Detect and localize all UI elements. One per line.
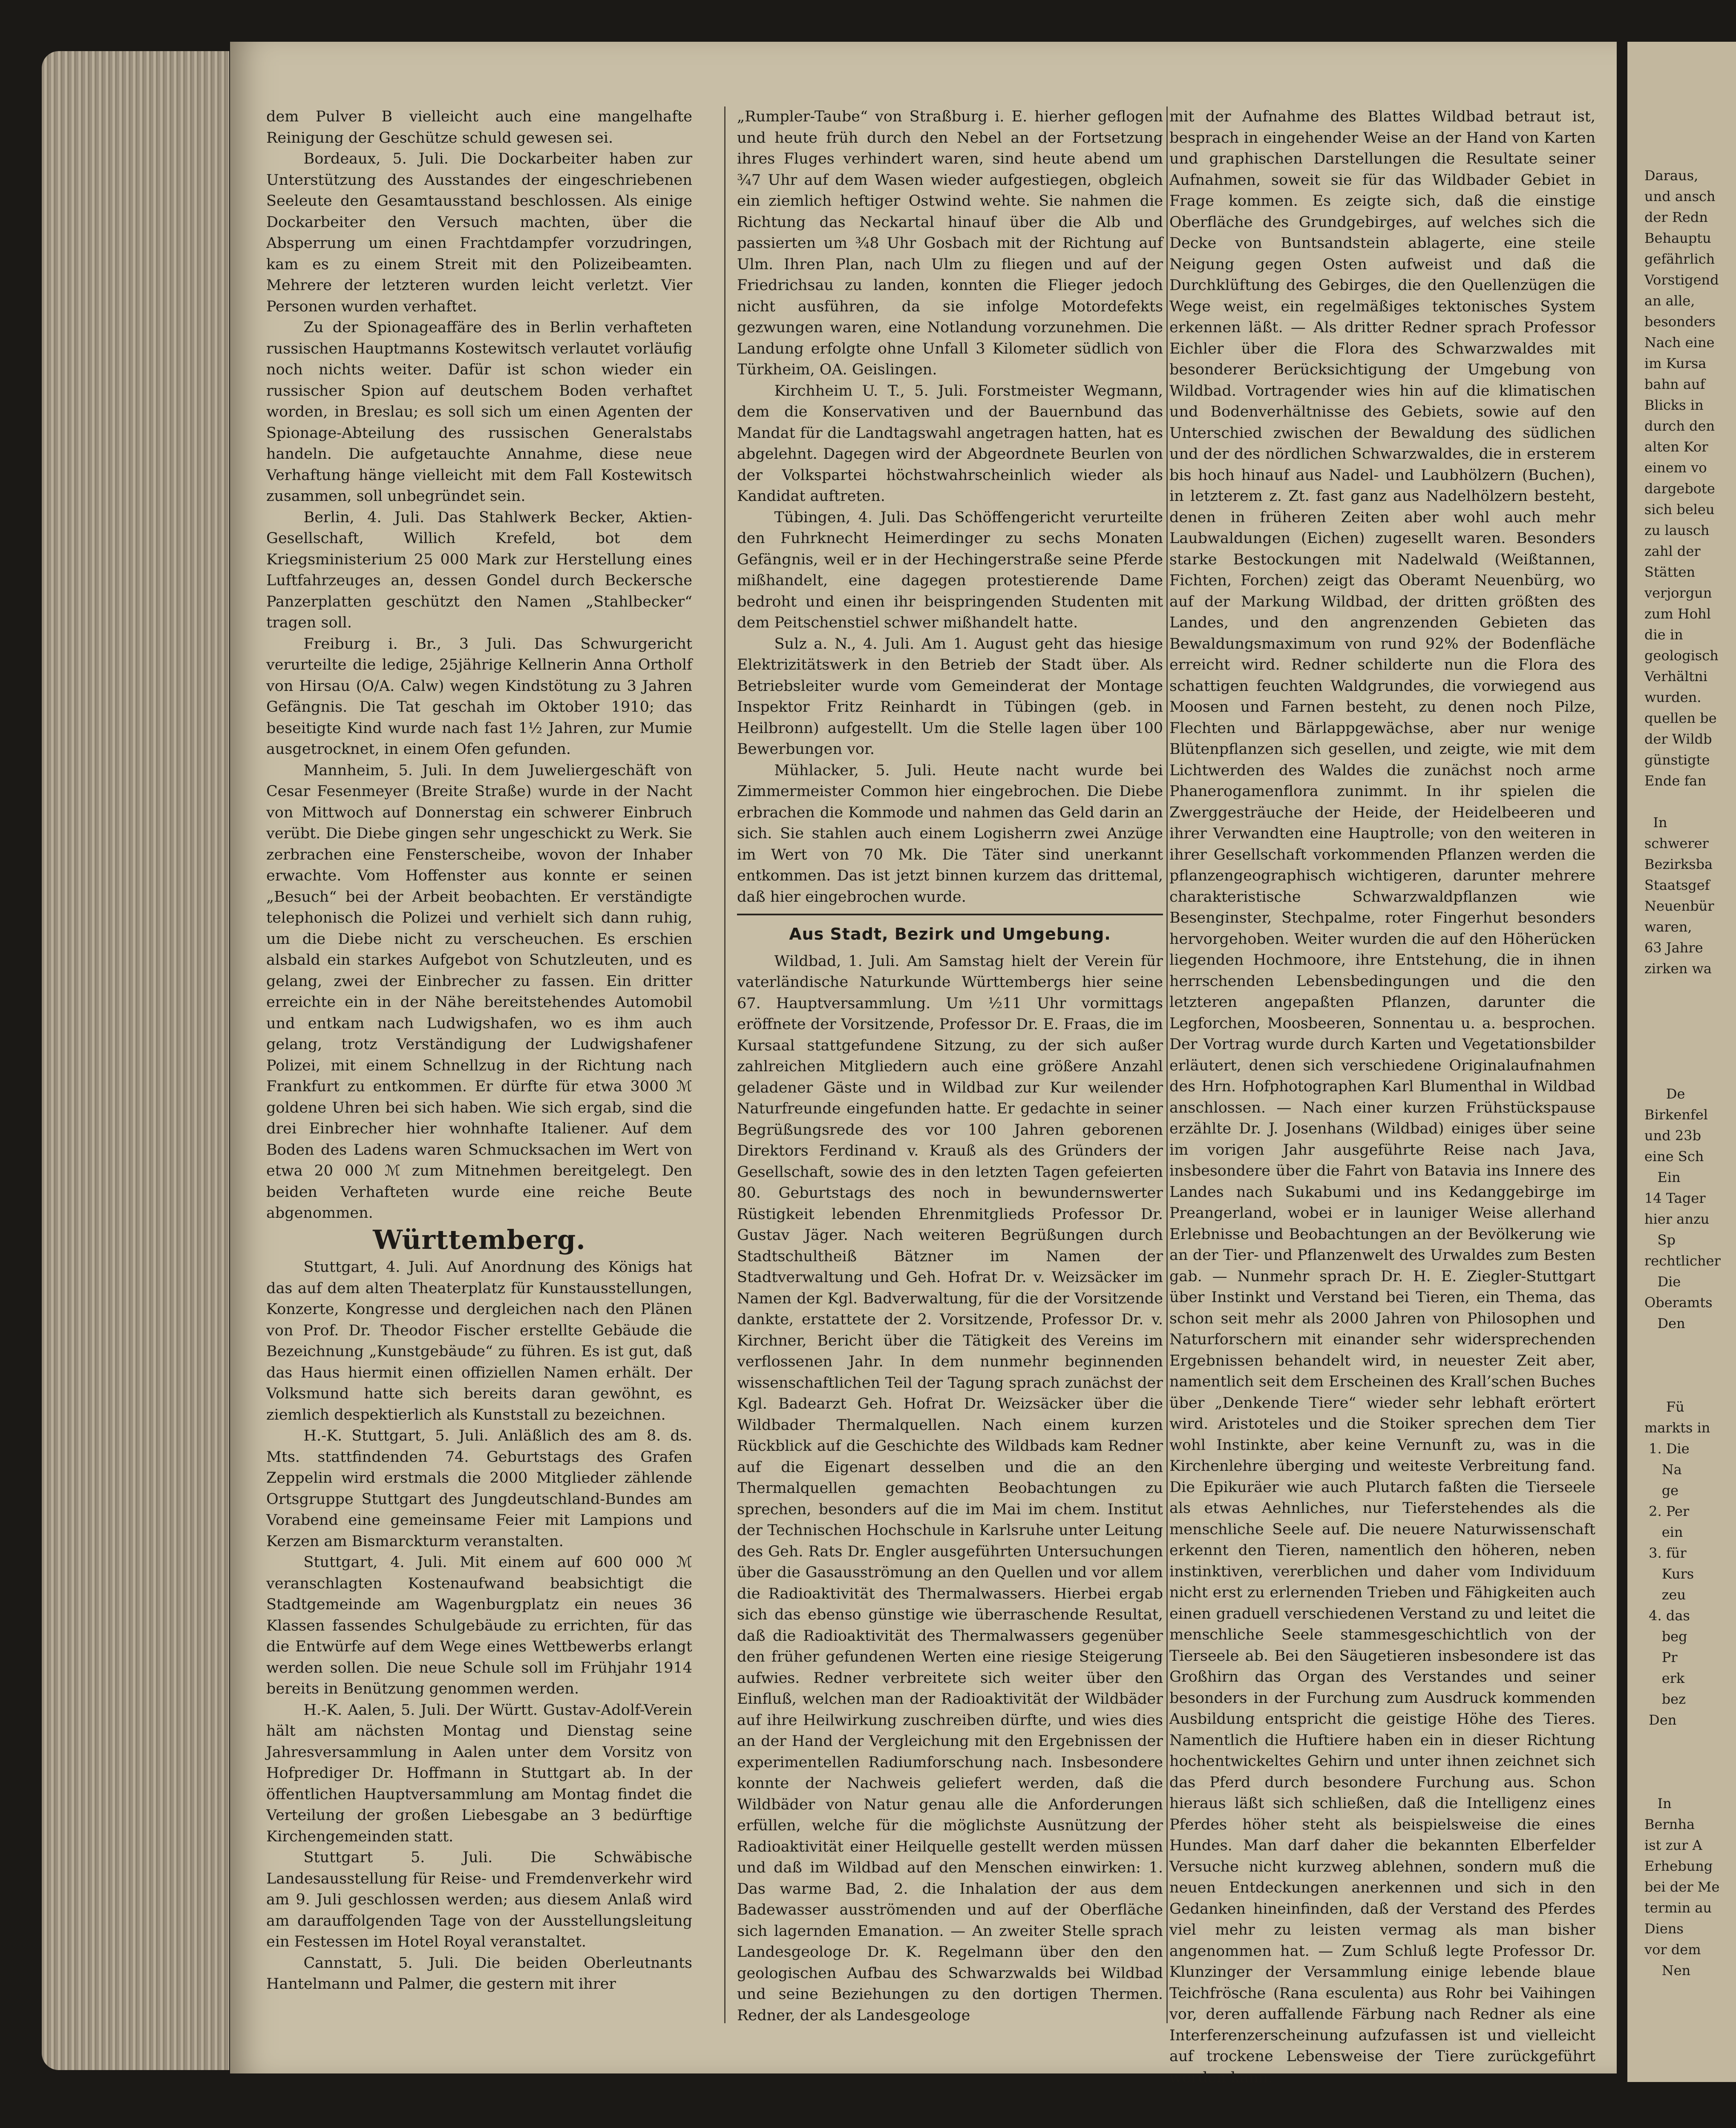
article-paragraph: Mannheim, 5. Juli. In dem Juweliergeschäft von Cesar Fesenmeyer (Breite Straße) wurde in der Nacht von Mittwoch auf Donnerstag ein schwerer Einbruch verübt. Die Diebe gingen sehr ungeschickt zu Werk. Sie zerbrachen eine Fensterscheibe, wovon der Inhaber erwachte. Vom Hoffenster aus konnte er seinen „Besuch“ bei der Arbeit beobachten. Er verständigte telephonisch die Polizei und verhielt sich dann ruhig, um die Diebe nicht zu verscheuchen. Es erschien alsbald ein starkes Aufgebot von Schutzleuten, und es gelang, zwei der Einbrecher zu fassen. Ein dritter erreichte ein in der Nähe bereitstehendes Automobil und entkam nach Ludwigshafen, wo es ihm auch gelang, trotz Verständigung der Ludwigshafener Polizei, mit einem Schnellzug in der Richtung nach Frankfurt zu entkommen. Er dürfte für etwa 3000 ℳ goldene Uhren bei sich haben. Wie sich ergab, sind die drei Einbrecher hier wohnhafte Italiener. Auf dem Boden des Ladens waren Schmucksachen im Wert von etwa 20 000 ℳ zum Mitnehmen bereitgelegt. Den beiden Verhafteten wurde eine reiche Beute abgenommen. [266,762,692,1222]
column-divider [1166,106,1168,2023]
article-paragraph: H.-K. Aalen, 5. Juli. Der Württ. Gustav-Adolf-Verein hält am nächsten Montag und Dienstag seine Jahresversammlung in Aalen unter dem Vorsitz von Hofprediger Dr. Hoffmann in Stuttgart ab. In der öffentlichen Hauptversammlung am Montag findet die Verteilung der großen Liebesgabe an 3 bedürftige Kirchengemeinden statt. [266,1701,692,1845]
book-page-edges [42,51,229,2070]
section-rule [737,914,1163,915]
article-paragraph: Cannstatt, 5. Juli. Die beiden Oberleutnants Hantelmann und Palmer, die gestern mit ihrer [266,1954,692,1993]
article-paragraph: Kirchheim U. T., 5. Juli. Forstmeister Wegmann, dem die Konservativen und der Bauernbund das Mandat für die Landtagswahl angetragen hatten, hat es abgelehnt. Dagegen wird der Abgeordnete Beurlen von der Volkspartei höchstwahrscheinlich wieder als Kandidat auftreten. [737,382,1163,505]
column-1 [266,106,692,2036]
article-paragraph: Bordeaux, 5. Juli. Die Dockarbeiter haben zur Unterstützung des Ausstandes der eingeschriebenen Seeleute den Gesamtausstand beschlossen. Als einige Dockarbeiter den Versuch machten, über die Absperrung um einen Frachtdampfer vorzudringen, kam es zu einem Streit mit den Polizeibeamten. Mehrere der letzteren wurden leicht verletzt. Vier Personen wurden verhaftet. [266,150,692,315]
article-paragraph: Berlin, 4. Juli. Das Stahlwerk Becker, Aktien-Gesellschaft, Willich Krefeld, bot dem Kriegsministerium 25 000 Mark zur Herstellung eines Luftfahrzeuges an, dessen Gondel durch Beckersche Panzerplatten geschützt den Namen „Stahlbecker“ tragen soll. [266,509,692,631]
article-paragraph: H.-K. Stuttgart, 5. Juli. Anläßlich des am 8. ds. Mts. stattfindenden 74. Geburtstags des Grafen Zeppelin wird erstmals die 2000 Mitglieder zählende Ortsgruppe Stuttgart des Jungdeutschland-Bundes am Vorabend eine gemeinsame Feier mit Lampions und Kerzen am Bismarckturm veranstalten. [266,1427,692,1550]
article-paragraph: dem Pulver B vielleicht auch eine mangelhafte Reinigung der Geschütze schuld gewesen sei. [266,108,692,147]
article-paragraph: mit der Aufnahme des Blattes Wildbad betraut ist, besprach in eingehender Weise an der Hand von Karten und graphischen Darstellungen die Resultate seiner Aufnahmen, soweit sie für das Wildbader Gebiet in Frage kommen. Es zeigte sich, daß die einstige Oberfläche des Grundgebirges, auf welches sich die Decke von Buntsandstein ablagerte, eine steile Neigung gegen Osten aufweist und daß die Durchklüftung des Gebirges, die den Quellenzügen die Wege weist, ein regelmäßiges tektonisches System erkennen läßt. — Als dritter Redner sprach Professor Eichler über die Flora des Schwarzwaldes mit besonderer Berücksichtigung der Umgebung von Wildbad. Vortragender wies hin auf die klimatischen und Bodenverhältnisse des Gebiets, sowie auf den Unterschied zwischen der Bewaldung des südlichen und der des nördlichen Schwarzwaldes, die in ersterem bis hoch hinauf aus Nadel- und Laubhölzern (Buchen), in letzterem z. Zt. fast ganz aus Nadelhölzern besteht, denen in früheren Zeiten aber wohl auch mehr Laubwaldungen (Eichen) zugesellt waren. Besonders starke Bestockungen mit Nadelwald (Weißtannen, Fichten, Forchen) zeigt das Oberamt Neuenbürg, wo auf der Markung Wildbad, der dritten größten des Landes, und den angrenzenden Gebieten das Bewaldungsmaximum von rund 92% der Bodenfläche erreicht wird. Redner schilderte nun die Flora des schattigen feuchten Waldgrundes, die vorwiegend aus Moosen und Farnen besteht, zu denen noch Pilze, Flechten und Bärlappgewächse, aber nur wenige Blütenpflanzen sich gesellen, und zeigte, wie mit dem Lichtwerden des Waldes die zunächst noch arme Phanerogamenflora zunimmt. In ihr spielen die Zwerggesträuche der Heide, der Heidelbeeren und ihrer Verwandten eine Hauptrolle; von den weiteren in ihrer Gesellschaft vorkommenden Pflanzen werden die pflanzengeographisch wichtigeren, darunter mehrere charakteristische Schwarzwaldpflanzen wie Besenginster, Stechpalme, roter Fingerhut besonders hervorgehoben. Weiter wurden die auf den Höherücken liegenden Hochmoore, ihre Entstehung, die in ihnen herrschenden Lebensbedingungen und die den letzteren angepaßten Pflanzen, darunter die Legforchen, Moosbeeren, Sonnentau u. a. besprochen. Der Vortrag wurde durch Karten und Vegetationsbilder erläutert, denen sich verschiedene Originalaufnahmen des Hrn. Hofphotographen Karl Blumenthal in Wildbad anschlossen. — Nach einer kurzen Frühstückspause erzählte Dr. J. Josenhans (Wildbad) einiges über seine im vorigen Jahr ausgeführte Reise nach Java, insbesondere über die Fahrt von Batavia ins Innere des Landes nach Sukabumi und ins Kedanggebirge im Preangerland, wobei er in launiger Weise allerhand Erlebnisse und Beobachtungen an der Bevölkerung wie an der Tier- und Pflanzenwelt des Urwaldes zum Besten gab. — Nunmehr sprach Dr. H. E. Ziegler-Stuttgart über Instinkt und Verstand bei Tieren, ein Thema, das schon seit mehr als 2000 Jahren von Philosophen und Naturforschern mit einander sehr widersprechenden Ergebnissen behandelt wird, in neuester Zeit aber, namentlich seit dem Erscheinen des Krall’schen Buches über „Denkende Tiere“ wieder sehr lebhaft erörtert wird. Aristoteles und die Stoiker sprechen dem Tier wohl Instinkte, aber keine Vernunft zu, was in die Kirchenlehre überging und weiteste Verbreitung fand. Die Epikuräer wie auch Plutarch faßten die Tierseele als etwas Aehnliches, nur Tieferstehendes als die menschliche Seele auf. Die neuere Naturwissenschaft erkennt den Tieren, namentlich den höheren, neben instinktiven, vererblichen und daher vom Individuum nicht erst zu erlernenden Trieben und Fähigkeiten auch einen graduell verschiedenen Verstand zu und leitet die menschliche Seele stammesgeschichtlich von der Tierseele ab. Bei den Säugetieren insbesondere ist das Großhirn das Organ des Verstandes und seiner besonders in der Furchung zum Ausdruck kommenden Ausbildung entspricht die geistige Höhe des Tieres. Namentlich die Huftiere haben ein in dieser Richtung hochentwickeltes Gehirn und unter ihnen zeichnet sich das Pferd durch besondere Furchung aus. Schon hieraus läßt sich schließen, daß die Intelligenz eines Pferdes höher steht als beispielsweise die eines Hundes. Man darf daher die bekannten Elberfelder Versuche nicht kurzweg ablehnen, sondern muß die neuen Entdeckungen anerkennen und sich in den Gedanken hineinfinden, daß der Verstand des Pferdes viel mehr zu leisten vermag als man bisher angenommen hat. — Zum Schluß legte Professor Dr. Klunzinger der Versammlung einige lebende blaue Teichfrösche (Rana esculenta) aus Rohr bei Vaihingen vor, deren auffallende Färbung nach Redner als eine Interferenzerscheinung aufzufassen ist und vielleicht auf trockene Lebensweise der Tiere zurückgeführt werden kann. [1169,108,1595,2086]
article-paragraph: Stuttgart 5. Juli. Die Schwäbische Landesausstellung für Reise- und Fremdenverkehr wird am 9. Juli geschlossen werden; aus diesem Anlaß wird am darauffolgenden Tage von der Ausstellungsleitung ein Festessen im Hotel Royal veranstaltet. [266,1849,692,1950]
article-paragraph: Mühlacker, 5. Juli. Heute nacht wurde bei Zimmermeister Common hier eingebrochen. Die Diebe erbrachen die Kommode und nahmen das Geld darin an sich. Sie stahlen auch einem Logisherrn zwei Anzüge im Wert von 70 Mk. Die Täter sind unerkannt entkommen. Das ist jetzt binnen kurzem das drittemal, daß hier eingebrochen wurde. [737,762,1163,906]
article-paragraph: Stuttgart, 4. Juli. Mit einem auf 600 000 ℳ veranschlagten Kostenaufwand beabsichtigt die Stadtgemeinde am Wagenburgplatz ein neues 36 Klassen fassendes Schulgebäude zu errichten, für das die Entwürfe auf dem Wege eines Wettbewerbs erlangt werden sollen. Die neue Schule soll im Frühjahr 1914 bereits in Benützung genommen werden. [266,1554,692,1697]
section-heading: Württemberg. [373,1224,586,1255]
article-paragraph: Tübingen, 4. Juli. Das Schöffengericht verurteilte den Fuhrknecht Heimerdinger zu sechs Monaten Gefängnis, weil er in der Hechingerstraße seine Pferde mißhandelt, eine dagegen protestierende Dame bedroht und einen ihr beispringenden Studenten mit dem Peitschenstiel schwer mißhandelt hatte. [737,509,1163,631]
column-2 [737,106,1163,2036]
next-page-edge [1627,42,1736,2082]
article-paragraph: „Rumpler-Taube“ von Straßburg i. E. hierher geflogen und heute früh durch den Nebel an der Fortsetzung ihres Fluges verhindert waren, sind heute abend um ¾7 Uhr auf dem Wasen wieder aufgestiegen, obgleich ein ziemlich heftiger Ostwind wehte. Sie nahmen die Richtung das Neckartal hinauf über die Alb und passierten um ¾8 Uhr Gosbach mit der Richtung auf Ulm. Ihren Plan, nach Ulm zu fliegen und auf der Friedrichsau zu landen, konnten die Flieger jedoch nicht ausführen, da sie infolge Motordefekts gezwungen waren, eine Notlandung vorzunehmen. Die Landung erfolgte ohne Unfall 3 Kilometer südlich von Türkheim, OA. Geislingen. [737,108,1163,378]
section-heading: Aus Stadt, Bezirk und Umgebung. [789,925,1111,943]
article-paragraph: Zu der Spionageaffäre des in Berlin verhafteten russischen Hauptmanns Kostewitsch verlautet vorläufig noch nichts weiter. Dafür ist schon wieder ein russischer Spion auf deutschem Boden verhaftet worden, in Breslau; es soll sich um einen Agenten der Spionage-Abteilung des russischen Generalstabs handeln. Die aufgetauchte Annahme, diese neue Verhaftung hänge vielleicht mit dem Fall Kostewitsch zusammen, soll unbegründet sein. [266,319,692,505]
article-paragraph: Stuttgart, 4. Juli. Auf Anordnung des Königs hat das auf dem alten Theaterplatz für Kunstausstellungen, Konzerte, Kongresse und dergleichen nach den Plänen von Prof. Dr. Theodor Fischer erstellte Gebäude die Bezeichnung „Kunstgebäude“ zu führen. Es ist gut, daß das Haus hiermit einen offiziellen Namen erhält. Der Volksmund hatte sich bereits daran gewöhnt, es ziemlich despektierlich als Kunststall zu bezeichnen. [266,1259,692,1423]
article-paragraph: Sulz a. N., 4. Juli. Am 1. August geht das hiesige Elektrizitätswerk in den Betrieb der Stadt über. Als Betriebsleiter wurde vom Gemeinderat der Montage Inspektor Fritz Reinhardt in Tübingen (geb. in Heilbronn) aufgestellt. Um die Stelle lagen über 100 Bewerbungen vor. [737,635,1163,758]
column-divider [724,106,725,2023]
next-page-text: Daraus, und ansch der Redn Behauptu gefährlich Vorstigend an alle, besonders Nach eine im Kursa bahn auf Blicks in durch den alten Kor einem vo dargebote sich beleu zu lausch zahl der Stätten verjorgun zum Hohl die in geologisch Verhältni wurden. quellen be der Wildb günstigte Ende fan In schwerer Bezirksba Staatsgef Neuenbür waren, 63 Jahre zirken wa De Birkenfel und 23b eine Sch Ein 14 Tager hier anzu Sp rechtlicher Die Oberamts Den Fü markts in 1. Die Na ge 2. Per ein 3. für Kurs zeu 4. das beg Pr erk bez Den In Bernha ist zur A Erhebung bei der Me termin au Diens vor dem Nen [1644,167,1721,1978]
article-paragraph: Wildbad, 1. Juli. Am Samstag hielt der Verein für vaterländische Naturkunde Württembergs hier seine 67. Hauptversammlung. Um ½11 Uhr vormittags eröffnete der Vorsitzende, Professor Dr. E. Fraas, die im Kursaal stattgefundene Sitzung, zu der sich außer zahlreichen Mitgliedern auch eine größere Anzahl geladener Gäste und in Wildbad zur Kur weilender Naturfreunde eingefunden hatte. Er gedachte in seiner Begrüßungsrede des vor 100 Jahren geborenen Direktors Ferdinand v. Krauß als des Gründers der Gesellschaft, sowie des in den letzten Tagen gefeierten 80. Geburtstags des noch in bewundernswerter Rüstigkeit lebenden Ehrenmitglieds Professor Dr. Gustav Jäger. Nach weiteren Begrüßungen durch Stadtschultheiß Bätzner im Namen der Stadtverwaltung und Geh. Hofrat Dr. v. Weizsäcker im Namen der Kgl. Badverwaltung, für die der Vorsitzende dankte, erstattete der 2. Vorsitzende, Professor Dr. v. Kirchner, Bericht über die Tätigkeit des Vereins im verflossenen Jahr. In dem nunmehr beginnenden wissenschaftlichen Teil der Tagung sprach zunächst der Kgl. Badearzt Geh. Hofrat Dr. Weizsäcker über die Wildbader Thermalquellen. Nach einem kurzen Rückblick auf die Geschichte des Wildbads kam Redner auf die Eigenart desselben und die an den Thermalquellen gemachten Beobachtungen zu sprechen, besonders auf die im Mai im chem. Institut der Technischen Hochschule in Karlsruhe unter Leitung des Geh. Rats Dr. Engler ausgeführten Untersuchungen über die Gasausströmung an den Quellen und vor allem die Radioaktivität des Thermalwassers. Hierbei ergab sich das ebenso günstige wie überraschende Resultat, daß die Radioaktivität des Thermalwassers gegenüber den früher gefundenen Werten eine riesige Steigerung aufwies. Redner verbreitete sich weiter über den Einfluß, welchen man der Radioaktivität der Wildbäder auf ihre Heilwirkung zuschreiben dürfte, und wies dies an der Hand der Vergleichung mit den Ergebnissen der experimentellen Radiumforschung nach. Insbesondere konnte der Nachweis geliefert werden, daß die Wildbäder von Natur genau alle die Anforderungen erfüllen, welche für die möglichste Ausnützung der Radioaktivität einer Heilquelle gestellt werden müssen und daß im Wildbad auf den Menschen einwirken: 1. Das warme Bad, 2. die Inhalation der aus dem Badewasser ausströmenden und auf der Oberfläche sich lagernden Emanation. — An zweiter Stelle sprach Landesgeologe Dr. K. Regelmann über den den geologischen Aufbau des Schwarzwalds bei Wildbad und seine Beziehungen zu den dortigen Thermen. Redner, der als Landesgeologe [737,952,1163,2024]
column-3 [1169,106,1595,2086]
article-paragraph: Freiburg i. Br., 3 Juli. Das Schwurgericht verurteilte die ledige, 25jährige Kellnerin Anna Ortholf von Hirsau (O/A. Calw) wegen Kindstötung zu 3 Jahren Gefängnis. Die Tat geschah im Oktober 1910; das beseitigte Kind wurde nach fast 1½ Jahren, zur Mumie ausgetrocknet, in einem Ofen gefunden. [266,635,692,758]
